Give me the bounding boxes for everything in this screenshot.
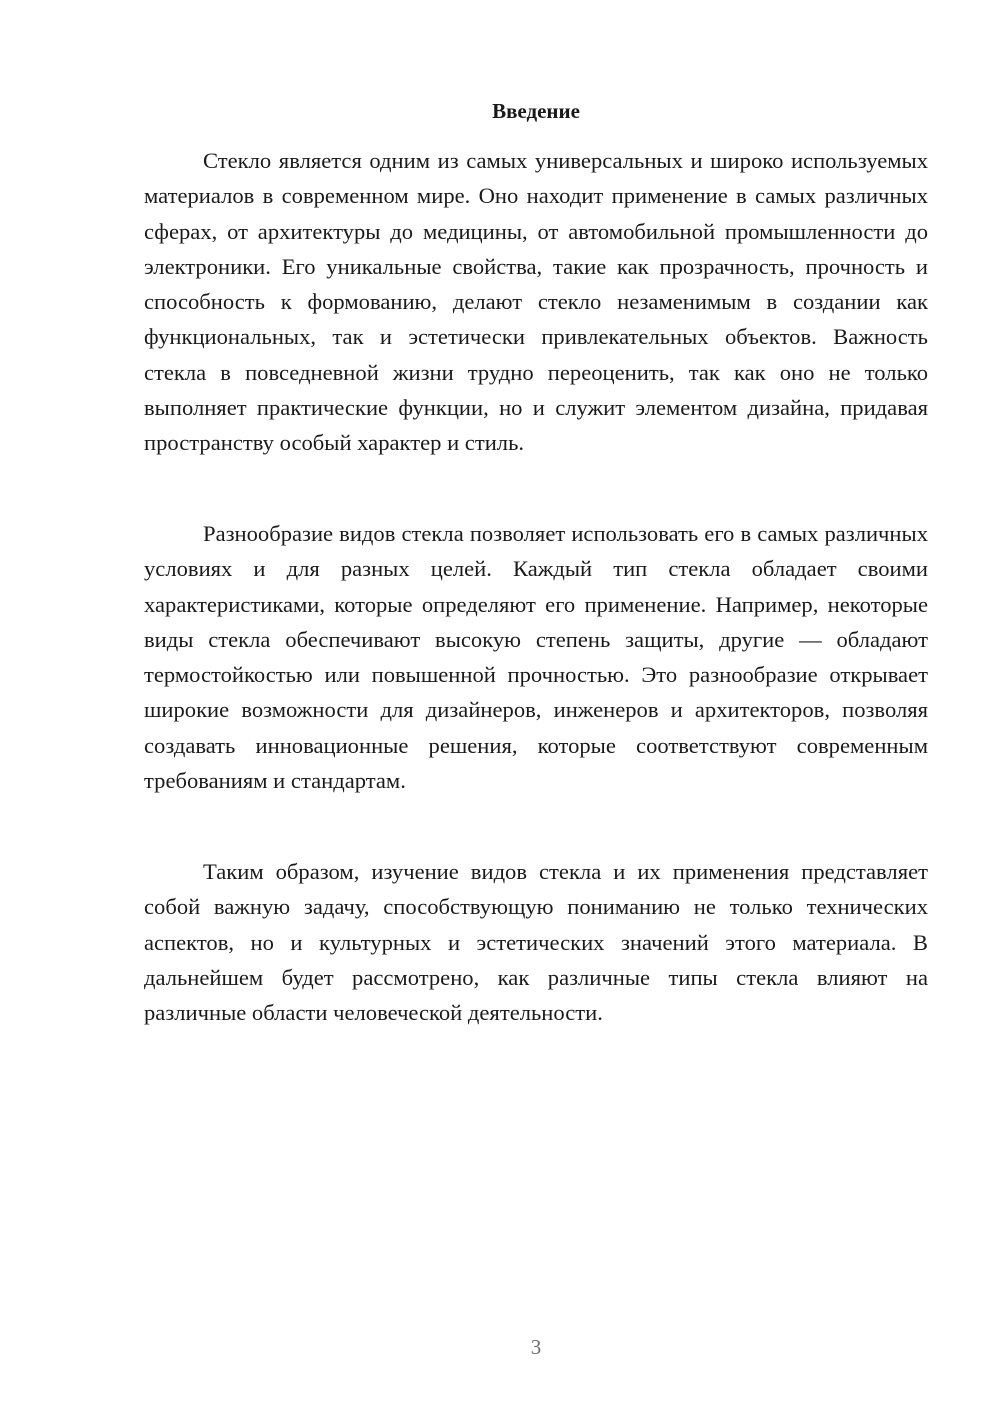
paragraph-2: Разнообразие видов стекла позволяет использовать его в самых различных условиях и для разных целей. Каждый тип стекла обладает своими характеристиками, которые определяют его применение. Например, некоторые виды стекла обеспечивают высокую степень защиты, другие — обладают термостойкостью или повышенной прочностью. Это разнообразие открывает широкие возможности для дизайнеров, инженеров и архитекторов, позволяя создавать инновационные решения, которые соответствуют современным требованиям и стандартам.: [144, 521, 928, 794]
page-number: 3: [530, 1335, 542, 1359]
paragraph-1: Стекло является одним из самых универсальных и широко используемых материалов в современном мире. Оно находит применение в самых различных сферах, от архитектуры до медицины, от автомобильной промышленности до электроники. Его уникальные свойства, такие как прозрачность, прочность и способность к формованию, делают стекло незаменимым в создании как функциональных, так и эстетически привлекательных объектов. Важность стекла в повседневной жизни трудно переоценить, так как оно не только выполняет практические функции, но и служит элементом дизайна, придавая пространству особый характер и стиль.: [144, 148, 928, 456]
paragraph-3: Таким образом, изучение видов стекла и их применения представляет собой важную задачу, способствующую пониманию не только технических аспектов, но и культурных и эстетических значений этого материала. В дальнейшем будет рассмотрено, как различные типы стекла влияют на различные области человеческой деятельности.: [144, 859, 928, 1026]
section-title: Введение: [492, 99, 580, 123]
